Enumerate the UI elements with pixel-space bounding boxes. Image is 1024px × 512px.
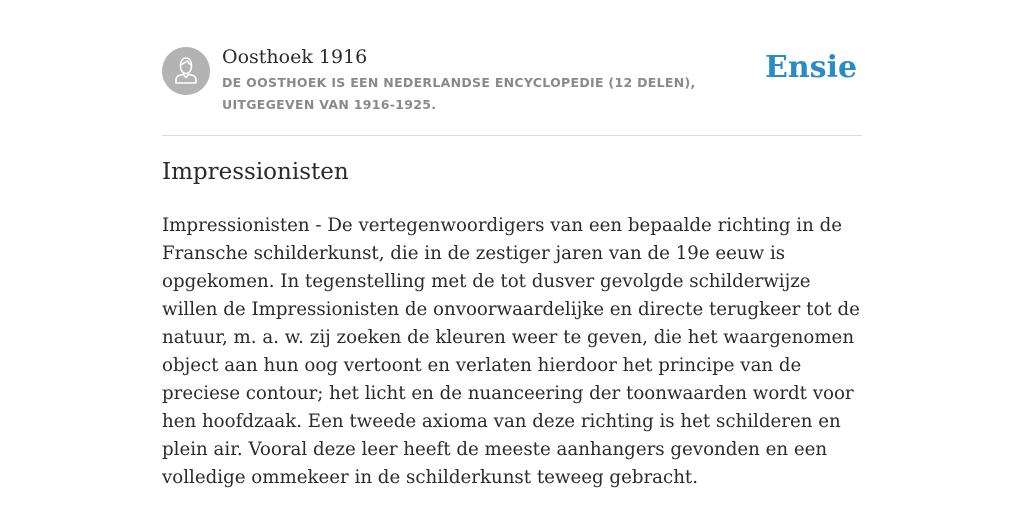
source-description: DE OOSTHOEK IS EEN NEDERLANDSE ENCYCLOPEDIE (12 DELEN), UITGEGEVEN VAN 1916-1925. [222,75,696,112]
source-title[interactable]: Oosthoek 1916 [222,46,368,68]
article-title: Impressionisten [162,159,349,185]
avatar[interactable] [162,47,210,95]
brand-logo[interactable]: Ensie [765,50,858,85]
article-body: Impressionisten - De vertegenwoordigers van een bepaalde richting in de Fransche schilderkunst, die in de zestiger jaren van de 19e eeuw is opgekomen. In tegenstelling met de tot dusver gevolgde schilderwijze willen de Impressionisten de onvoorwaardelijke en directe terugkeer tot de natuur, m. a. w. zij zoeken de kleuren weer te geven, die het waargenomen object aan hun oog vertoont en verlaten hierdoor het principe van de preciese contour; het licht en de nuanceering der toonwaarden wordt voor hen hoofdzaak. Een tweede axioma van deze richting is het schilderen en plein air. Vooral deze leer heeft de meeste aanhangers gevonden en een volledige ommekeer in de schilderkunst teweeg gebracht. [162,215,860,488]
user-icon [162,47,210,95]
divider [162,135,862,136]
